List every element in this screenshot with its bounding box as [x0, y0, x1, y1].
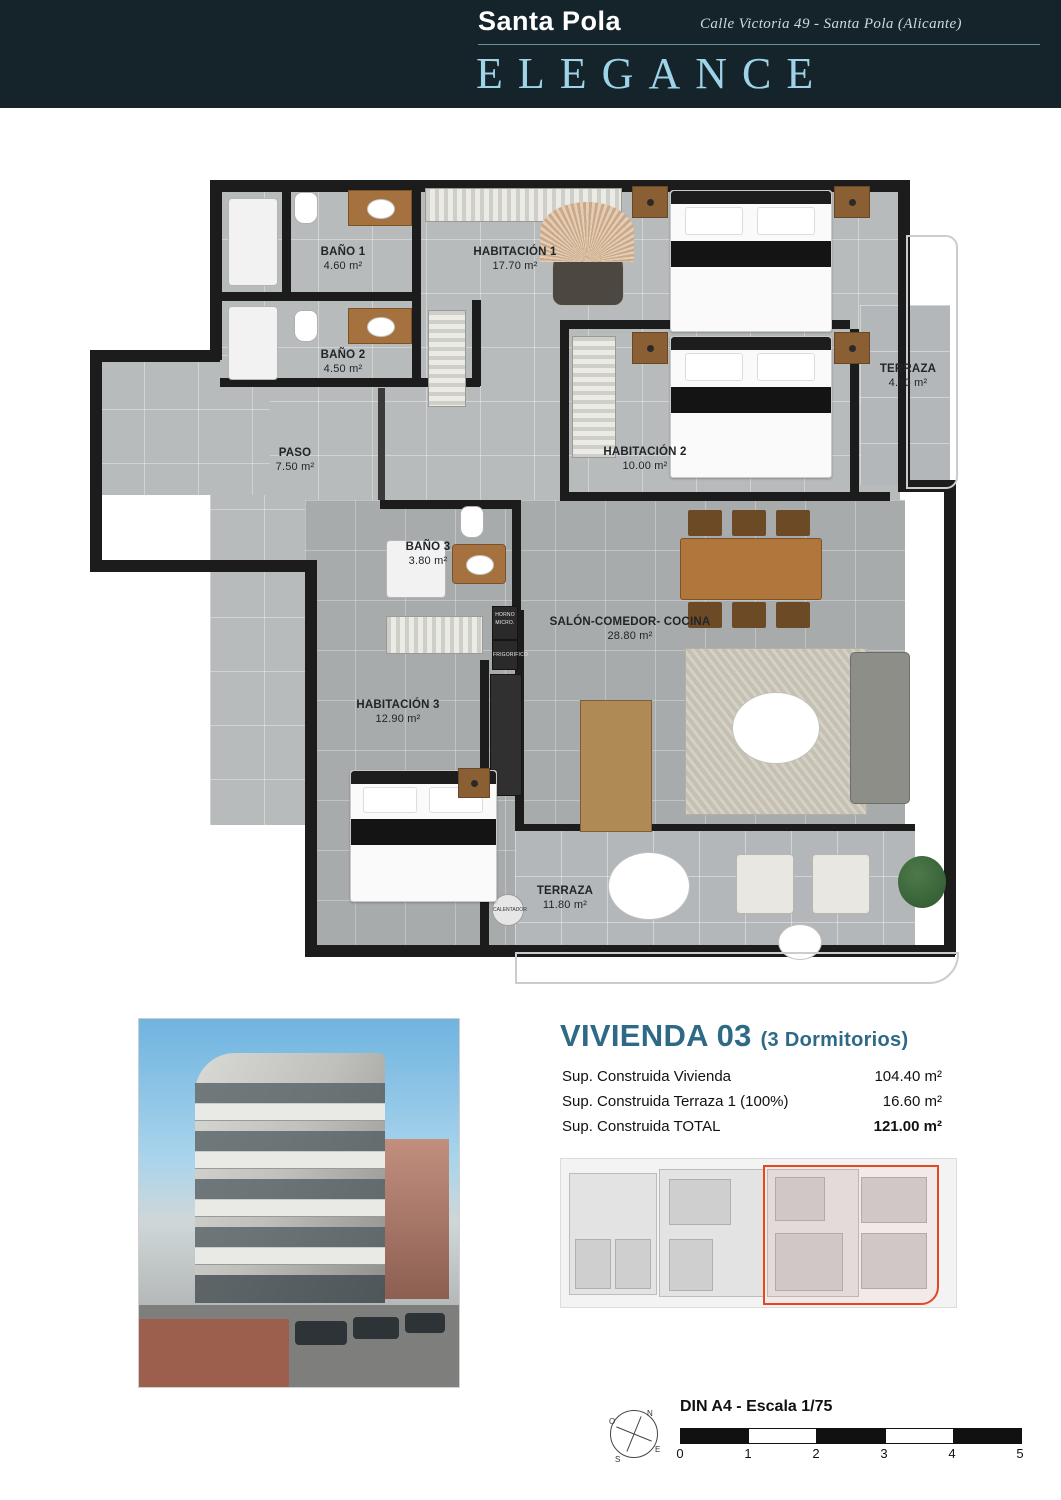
bano2-basin	[367, 317, 395, 337]
key-plan	[560, 1158, 957, 1308]
living-sofa	[850, 652, 910, 804]
terrace-chair-1	[736, 854, 794, 914]
hab1-throw	[671, 241, 831, 267]
photo-band-3	[195, 1199, 385, 1217]
room-area: 4.60 m²	[323, 260, 363, 272]
bano1-tub	[228, 198, 278, 286]
exterior-wall-far-left	[90, 350, 102, 572]
dining-chair-3	[776, 510, 810, 536]
photo-glass-4	[195, 1227, 385, 1247]
room-name: HABITACIÓN 1	[473, 246, 557, 258]
partition-hab2-bottom	[560, 492, 890, 501]
room-label-terraza-top	[860, 362, 956, 390]
area-value: 121.00 m²	[873, 1118, 942, 1135]
dining-chair-6	[776, 602, 810, 628]
area-row	[562, 1068, 962, 1093]
hab2-pillow-right	[757, 353, 815, 381]
boiler-label: CALENTADOR	[493, 907, 527, 913]
dining-table	[680, 538, 822, 600]
partition-closet-hab1	[378, 388, 385, 500]
photo-band-1	[195, 1103, 385, 1121]
photo-band-4	[195, 1247, 385, 1265]
area-summary-table	[562, 1068, 962, 1143]
compass-north-label: N	[647, 1409, 653, 1418]
ruler-seg-1	[681, 1429, 749, 1443]
unit-title	[560, 1018, 908, 1054]
room-label-paso	[240, 446, 350, 474]
fridge-label: FRIGORIFICO	[493, 652, 528, 658]
hab3-pillow-left	[363, 787, 417, 813]
partition-bano3-top	[380, 500, 520, 509]
photo-sidewalk	[139, 1319, 289, 1387]
bano1-basin	[367, 199, 395, 219]
room-area: 28.80 m²	[607, 630, 653, 642]
hab1-nightstand-left	[632, 186, 668, 218]
wordmark: ELEGANCE	[476, 49, 829, 98]
photo-car-2	[353, 1317, 399, 1339]
scale-tick: 4	[948, 1446, 956, 1461]
photo-building-mass	[195, 1053, 385, 1303]
scale-ruler	[680, 1428, 1022, 1444]
hab1-pillow-right	[757, 207, 815, 235]
room-area: 3.80 m²	[408, 555, 448, 567]
room-name: BAÑO 3	[405, 541, 451, 553]
dining-chair-1	[688, 510, 722, 536]
room-area: 7.50 m²	[275, 461, 315, 473]
terrace-plant	[898, 856, 946, 908]
area-row	[562, 1093, 962, 1118]
area-label: Sup. Construida Vivienda	[562, 1068, 731, 1085]
page-header	[0, 0, 1061, 108]
room-name: HABITACIÓN 2	[603, 446, 687, 458]
compass-east-label: E	[655, 1445, 661, 1454]
room-label-bano3	[380, 540, 476, 568]
terrace-chair-2	[812, 854, 870, 914]
hab2-nightstand-right	[834, 332, 870, 364]
hab1-nightstand-right	[834, 186, 870, 218]
partition-terrace-top	[515, 824, 915, 831]
compass-south-label: S	[615, 1455, 621, 1464]
hab3-throw	[351, 819, 496, 845]
terrace-bottom-rail	[515, 952, 959, 984]
floor-plan	[60, 140, 1020, 990]
hab3-nightstand	[458, 768, 490, 798]
area-row-total	[562, 1118, 962, 1143]
bano2-closet	[428, 310, 466, 407]
room-name: HABITACIÓN 3	[356, 699, 440, 711]
partition-hab1-right	[412, 188, 421, 378]
hab1-headboard	[671, 191, 831, 204]
key-room-d	[669, 1239, 713, 1291]
ruler-seg-4	[886, 1429, 954, 1443]
partition-bano1-bottom	[220, 292, 420, 301]
room-area: 17.70 m²	[492, 260, 538, 272]
exterior-wall-left-lower	[305, 570, 317, 955]
room-name: PASO	[278, 447, 312, 459]
bano3-toilet	[460, 506, 484, 538]
oven-label: HORNO	[495, 612, 515, 618]
room-area: 12.90 m²	[375, 713, 421, 725]
key-room-c	[669, 1179, 731, 1225]
room-label-bano2	[288, 348, 398, 376]
unit-title-sub: (3 Dormitorios)	[760, 1029, 909, 1051]
hab2-wardrobe	[572, 336, 616, 458]
compass-west-label: O	[609, 1417, 616, 1426]
hab2-pillow-left	[685, 353, 743, 381]
photo-glass-2	[195, 1131, 385, 1151]
exterior-wall-left-riser	[210, 180, 222, 360]
photo-car-1	[295, 1321, 347, 1345]
terrace-dining-table	[608, 852, 690, 920]
unit-title-main: VIVIENDA 03	[560, 1018, 752, 1053]
photo-car-3	[405, 1313, 445, 1333]
scale-tick: 3	[880, 1446, 888, 1461]
bano2-tub	[228, 306, 278, 380]
micro-label: MICRO.	[495, 620, 515, 626]
area-value: 16.60 m²	[882, 1093, 942, 1110]
scale-tick: 5	[1016, 1446, 1024, 1461]
room-name: TERRAZA	[536, 885, 594, 897]
room-label-salon	[530, 615, 730, 643]
project-address: Calle Victoria 49 - Santa Pola (Alicante)	[700, 16, 962, 32]
scale-caption: DIN A4 - Escala 1/75	[680, 1398, 833, 1415]
room-area: 10.00 m²	[622, 460, 668, 472]
brand-name: Santa Pola	[478, 6, 622, 36]
key-room-a	[575, 1239, 611, 1289]
building-photo	[138, 1018, 460, 1388]
room-name: TERRAZA	[879, 363, 937, 375]
scale-tick: 0	[676, 1446, 684, 1461]
key-room-b	[615, 1239, 651, 1289]
room-name: BAÑO 2	[320, 349, 366, 361]
dining-chair-5	[732, 602, 766, 628]
room-area: 4.80 m²	[888, 377, 928, 389]
room-name: BAÑO 1	[320, 246, 366, 258]
compass-icon	[609, 1409, 661, 1464]
partition-hab2-left	[560, 320, 569, 500]
room-label-bano1	[288, 245, 398, 273]
scale-tick: 2	[812, 1446, 820, 1461]
ruler-seg-5	[954, 1429, 1021, 1443]
room-label-hab1	[445, 245, 585, 273]
photo-glass-1	[195, 1083, 385, 1103]
room-name: SALÓN-COMEDOR- COCINA	[549, 616, 711, 628]
oven-appliance	[492, 606, 518, 640]
exterior-wall-left-mid	[90, 560, 317, 572]
room-area: 11.80 m²	[542, 899, 588, 911]
fridge-appliance	[492, 640, 528, 670]
photo-glass-5	[195, 1275, 385, 1303]
hab2-headboard	[671, 337, 831, 350]
dining-chair-2	[732, 510, 766, 536]
bano1-vanity	[348, 190, 412, 226]
coffee-table	[732, 692, 820, 764]
scale-tick: 1	[744, 1446, 752, 1461]
area-value: 104.40 m²	[874, 1068, 942, 1085]
photo-band-2	[195, 1151, 385, 1169]
scale-bar-group	[600, 1398, 1030, 1478]
area-label: Sup. Construida Terraza 1 (100%)	[562, 1093, 789, 1110]
room-label-terraza-bottom	[515, 884, 615, 912]
ruler-seg-3	[817, 1429, 885, 1443]
hab3-wardrobe	[386, 616, 483, 654]
exterior-wall-left-upper	[90, 350, 220, 362]
key-highlight-current-unit[interactable]	[763, 1165, 939, 1305]
photo-neighbor-building	[385, 1139, 449, 1299]
room-label-hab2	[575, 445, 715, 473]
area-label: Sup. Construida TOTAL	[562, 1118, 721, 1135]
scale-ticks	[676, 1446, 1024, 1462]
hab2-throw	[671, 387, 831, 413]
hab1-pillow-left	[685, 207, 743, 235]
bano1-toilet	[294, 192, 318, 224]
partition-bano1-right	[282, 188, 291, 298]
hab2-nightstand-left	[632, 332, 668, 364]
photo-glass-3	[195, 1179, 385, 1199]
room-area: 4.50 m²	[323, 363, 363, 375]
partition-paso-right	[472, 300, 481, 386]
header-divider	[478, 44, 1040, 45]
bano2-toilet	[294, 310, 318, 342]
bano2-vanity	[348, 308, 412, 344]
room-label-hab3	[328, 698, 468, 726]
kitchen-island	[580, 700, 652, 832]
ruler-seg-2	[749, 1429, 817, 1443]
hab1-bed	[670, 190, 832, 332]
